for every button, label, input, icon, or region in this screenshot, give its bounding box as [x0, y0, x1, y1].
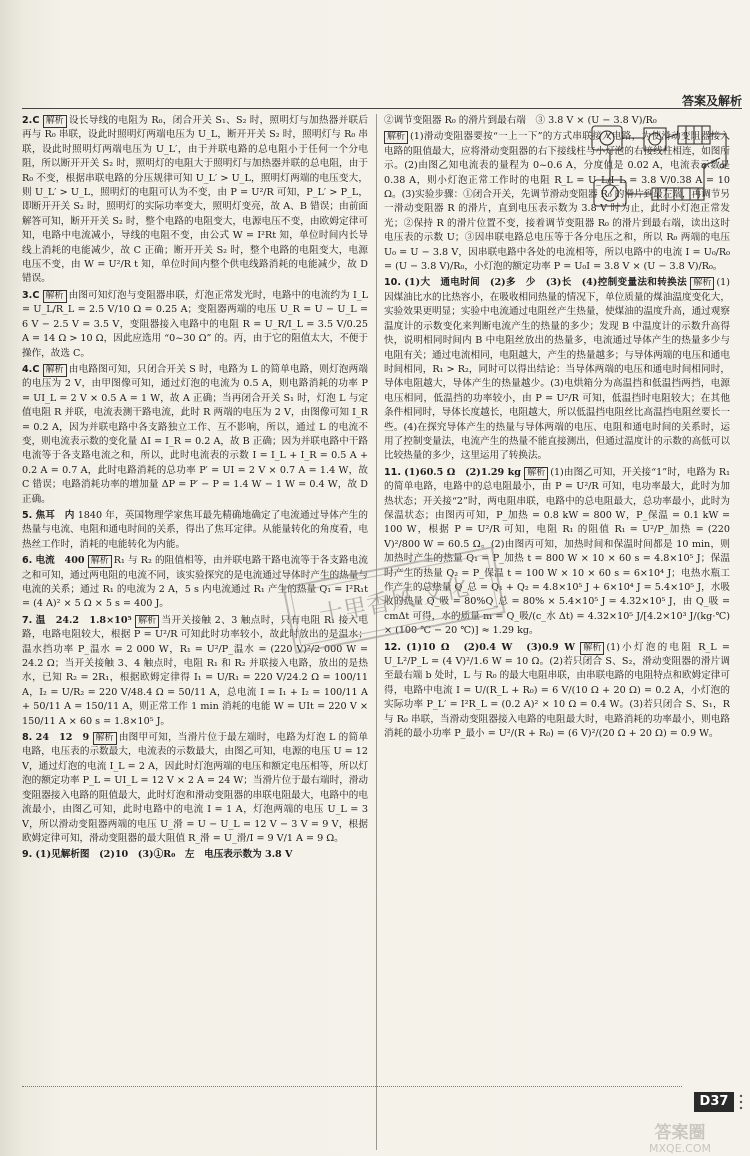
answer-paragraph — [22, 731, 368, 846]
answer-paragraph — [22, 509, 368, 552]
svg-text:MXQE.COM: MXQE.COM — [649, 1142, 711, 1155]
answer-entry — [22, 731, 368, 846]
question-number: 12. — [384, 641, 401, 653]
question-number: 10. — [384, 277, 401, 289]
explanation-text: (1)由图乙可知，开关接“1”时，电路为 R₁ 的简单电路，电路中的总电阻最小，由 P = U²/R 可知，电功率最大，此时为加热状态；开关接“2”时，两电阻串联，电路中的总电阻最大，总功率最小，此时为保温状态；由图丙可知，P_加热 = 0.8 kW = 800 W，P_保温 = 0.1 kW = 100 W，根据 P = U²/R 可知，电阻 R₁ 的阻值 R₁ = U²/P_加热 = (220 V)²/800 W = 60.5 Ω。(2)由图丙可知，加热时间和保温时间都是 10 min，则加热时产生的热量 Q₁ = P_加热 t = 800 W × 10 × 60 s = 4.8×10⁵ J；保温时产生的热量 Q₂ = P_保温 t = 100 W × 10 × 60 s = 6×10⁴ J；电热水瓶工作产生的总热量 Q_总 = Q₁ + Q₂ = 4.8×10⁵ J + 6×10⁴ J = 5.4×10⁵ J，水吸收的热量 Q_吸 = 80%Q_总 = 80% × 5.4×10⁵ J = 4.32×10⁵ J，由 Q_吸 = cmΔt 可得，水的质量 m = Q_吸/(c_水 Δt) = 4.32×10⁵ J/[4.2×10³ J/(kg·℃) × (100 ℃ − 20 ℃)] ≈ 1.29 kg。 — [384, 466, 730, 637]
explanation-text: 1840 年，英国物理学家焦耳最先精确地确定了电流通过导体产生的热量与电流、电阻和通电时间的关系，得出了焦耳定律。从能量转化的角度看，电热丝工作时，消耗的电能转化为内能。 — [22, 509, 368, 550]
analysis-tag: 解析 — [690, 277, 714, 290]
explanation-text: 当开关接触 2、3 触点时，只有电阻 R₁ 接入电路，电路电阻较大，根据 P = U²/R 可知此时功率较小，故此时放出的是温水；温水挡功率 P_温水 = 2 000 W，R₁ = U²/P_温水 = (220 V)²/2 000 W = 24.2 Ω；当开关接触 3、4 触点时，电阻 R₁ 和 R₂ 并联接入电路，放出的是热水，已知 R₂ = 2R₁，根据欧姆定律得 I₁ = U/R₁ = 220 V/24.2 Ω = 100/11 A，I₂ = U/R₂ = 220 V/48.4 Ω = 50/11 A，总电流 I = I₁ + I₂ = 100/11 A + 50/11 A = 150/11 A，则正常工作 1 min 消耗的电能 W = UIt = 220 V × 150/11 A × 60 s = 1.8×10⁵ J。 — [22, 614, 368, 727]
question-number: 5. — [22, 509, 33, 521]
analysis-tag: 解析 — [524, 467, 548, 480]
analysis-tag: 解析 — [93, 732, 117, 745]
answer-entry — [384, 641, 730, 742]
explanation-text: R₁ 与 R₂ 的阻值相等，由并联电路干路电流等于各支路电流之和可知，通过两电阻的电流不同，该实验探究的是电流通过导体时产生的热量与电流的关系；通过 R₁ 的电流为 2 A，5 s 内电流通过 R₁ 产生的热量 Q₁ = I²R₁t = (4 A)² × 5 Ω × 5 s = 400 J。 — [22, 555, 368, 610]
answer-paragraph — [22, 848, 368, 862]
explanation-text: (1)因煤油比水的比热容小，在吸收相同热量的情况下，单位质量的煤油温度变化大，实验效果更明显；实验中电流通过电阻丝产生热量，使煤油的温度升高，通过观察温度计的示数变化来判断电流产生的热量的多少；发现 B 中温度计的示数升高得快，说明相同时间内 B 中电阻丝放出的热量多，电流通过导体产生的热量多少与电阻有关；通过电流相同，电阻越大，产生的热量越多；与导体两端的电压和通电时间相同，R₁ > R₂，同时可以得出结论：当导体两端的电压和通电时间相同时，导体电阻越大，导体产生的热量越少。(3)电烘箱分为高温挡和低温挡两挡，电源电压相同，低温挡的功率较小，由 P = U²/R 可知，低温挡时电阻较大；在其他条件相同时，导体长度越长，电阻越大，所以低温挡电阻丝比高温挡电阻丝要长一些。(4)在探究导体产生的热量与导体两端的电压、电阻和通电时间的关系时，运用了控制变量法，电流产生的热量不能直接测出，但通过温度计的示数的高低可以比较热量的多少，这里运用了转换法。 — [384, 277, 730, 462]
circuit-diagram — [586, 118, 732, 226]
answer-entry — [22, 509, 368, 552]
question-number: 6. — [22, 555, 33, 567]
explanation-text: (1)小灯泡的电阻 R_L = U_L²/P_L = (4 V)²/1.6 W = 10 Ω。(2)若只闭合 S、S₂，滑动变阻器的滑片调至最右端 b 处时，L 与 R₀ 的最大电阻串联，由串联电路的电阻特点和欧姆定律可得，电路中电流 I = U/(R_L + R₀) = 6 V/(10 Ω + 20 Ω) = 0.2 A，小灯泡的实际功率 P_L′ = I²R_L = (0.2 A)² × 10 Ω = 0.4 W。(3)若只闭合 S、S₁，R 与 R₀ 串联，当滑动变阻器接入电路的电阻最大时，电路消耗的功率最小，则电路消耗的最小功率 P_最小 = U²/(R + R₀) = (6 V)²/(20 Ω + 20 Ω) = 0.9 W。 — [384, 641, 730, 740]
question-number: 8. — [22, 732, 33, 744]
switch-icon — [704, 158, 720, 166]
answer-text: 温 24.2 1.8×10⁵ — [35, 614, 132, 626]
answer-entry — [384, 276, 730, 463]
question-number: 2.C — [22, 115, 40, 126]
analysis-tag: 解析 — [580, 642, 604, 655]
explanation-text: 由图可知灯泡与变阻器串联，灯泡正常发光时，电路中的电流约为 I_L = U_L/R_L = 2.5 V/10 Ω = 0.25 A；变阻器两端的电压 U_R = U − U_L = 6 V − 2.5 V = 3.5 V，变阻器接入电路中的电阻 R = U_R/I_L = 3.5 V/0.25 A = 14 Ω > 10 Ω，因此应选用 “0~30 Ω” 的。丙，由于它的阻值太大，不便于操作，故选 C。 — [22, 289, 368, 359]
answer-text: (1)60.5 Ω (2)1.29 kg — [404, 466, 522, 478]
analysis-tag: 解析 — [88, 555, 112, 568]
analysis-tag: 解析 — [43, 290, 67, 303]
header-label: 答案及解析 — [681, 94, 742, 108]
answer-text: (1)见解析图 (2)10 (3)①R₀ 左 电压表示数为 3.8 V — [35, 849, 293, 861]
question-number: 11. — [384, 466, 401, 478]
question-number: 3.C — [22, 289, 40, 301]
analysis-tag: 解析 — [135, 615, 159, 628]
explanation-text: 由电路图可知，只闭合开关 S 时，电路为 L 的简单电路，则灯泡两端的电压为 2 V，由甲图像可知，通过灯泡的电流为 0.5 A，则电路消耗的功率 P = UI_L = 2 V × 0.5 A = 1 W，故 A 正确；当再闭合开关 S₁ 时，灯泡 L 与定值电阻 R 并联，电流表测干路电流，此时 R 两端的电压为 2 V，由图像可知 I_R = 0.2 A，因为并联电路中各支路独立工作、互不影响，所以，通过 L 的电流不变，则电流表示数的变化量 ΔI = I_R = 0.2 A，故 B 正确；因为并联电路中干路电流等于各支路电流之和，所以，此时电流表的示数 I = I_L + I_R = 0.5 A + 0.2 A = 0.7 A，此时电路消耗的总功率 P′ = UI = 2 V × 0.7 A = 1.4 W，故 C 错误；电路消耗功率的增加量 ΔP = P′ − P = 1.4 W − 1 W = 0.4 W，故 D 正确。 — [22, 363, 368, 505]
svg-text:答案圈: 答案圈 — [654, 1123, 706, 1143]
answer-entry — [22, 848, 368, 862]
answer-entry — [22, 114, 368, 287]
answer-text: 电流 400 — [35, 555, 85, 567]
watermark-logo — [612, 1118, 748, 1156]
bottom-rule — [22, 1086, 682, 1087]
svg-text:十里香风 文化: 十里香风 文化 — [317, 572, 472, 630]
rheostat-icon — [652, 188, 704, 200]
question-number: 4.C — [22, 363, 40, 375]
page-dots — [738, 1092, 748, 1112]
answer-text: 焦耳 内 — [35, 509, 75, 521]
answer-paragraph — [22, 289, 368, 361]
left-column — [22, 114, 368, 1036]
question-number: 7. — [22, 614, 33, 626]
analysis-tag: 解析 — [384, 131, 408, 144]
header-rule — [22, 108, 742, 109]
explanation-text: 设长导线的电阻为 R₀，闭合开关 S₁、S₂ 时，照明灯与加热器并联后再与 R₀ 串联，设此时照明灯两端电压为 U_L，断开开关 S₂ 时，照明灯与 R₀ 串联，设此时照明灯两端电压为 U_L′，由于并联电路的总电阻小于任何一个分电阻，所以断开开关 S₂ 时，照明灯的电阻大于照明灯与加热器并联的总电阻，由于 R₀ 不变，根据串联电路的分压规律可知 U_L′ > U_L，照明灯两端的电压变大，则 U_L′ > U_L，照明灯的电阻可认为不变，由 P = U²/R 可知，P_L′ > P_L，即断开开关 S₂ 时，照明灯的实际功率变大，照明灯变亮，故 A、B 错误；由前面解答可知，断开开关 S₂ 时，整个电路的电阻变大，电源电压不变，由欧姆定律可知，电路中电流减小，导线的电阻不变，由公式 W = I²Rt 知，单位时间内长导线上消耗的电能减少，故 C 正确；断开开关 S₂ 时，整个电路的电阻变大，电源电压不变，由 W = U²/R t 知，单位时间内整个供电线路消耗的电能减少，故 D 错误。 — [22, 115, 368, 285]
answer-text: 24 12 9 — [35, 732, 90, 744]
question-number: 9. — [22, 849, 33, 861]
answer-entry — [22, 363, 368, 507]
analysis-tag: 解析 — [43, 364, 67, 377]
explanation-text: 由图甲可知，当滑片位于最左端时，电路为灯泡 L 的简单电路，电压表的示数最大，电流表的示数最大，由图乙可知，电源的电压 U = 12 V，通过灯泡的电流 I_L = 2 A，因此时灯泡两端的电压和额定电压相等，所以灯泡的额定功率 P_L = UI_L = 12 V × 2 A = 24 W；当滑片位于最右端时，滑动变阻器接入电路的阻值最大，此时灯泡和滑动变阻器的串联电阻最大，电路中的电流最小，由图乙可知，此时电路中的电流 I = 1 A，灯泡两端的电压 U_L = 3 V，所以滑动变阻器两端的电压 U_滑 = U − U_L = 12 V − 3 V = 9 V，根据欧姆定律可知，滑动变阻器的最大阻值 R_滑 = U_滑/I = 9 V/1 A = 9 Ω。 — [22, 732, 368, 844]
answer-text: (1)10 Ω (2)0.4 W (3)0.9 W — [406, 641, 576, 653]
page-number: D37 — [694, 1092, 734, 1112]
answer-text: (1)大 通电时间 (2)多 少 (3)长 (4)控制变量法和转换法 — [404, 277, 687, 289]
answer-paragraph — [384, 641, 730, 742]
analysis-tag: 解析 — [43, 115, 67, 128]
bulb-icon — [644, 128, 666, 150]
answer-entry — [22, 289, 368, 361]
answer-paragraph — [22, 363, 368, 507]
answer-paragraph — [22, 114, 368, 287]
explanation-text: (1)滑动变阻器要按“一上一下”的方式串联接入电路，为使滑动变阻器接入电路的阻值最大，应将滑动变阻器的右下接线柱与小灯泡的右接线柱相连，如图所示。(2)由图乙知电流表的量程为 0~0.6 A，分度值是 0.02 A，电流表示数是 0.38 A，则小灯泡正常工作时的电阻 R_L = U_L/I_L = 3.8 V/0.38 A = 10 Ω。(3)实验步骤：①闭合开关，先调节滑动变阻器 R₀ 的滑片到最左端，再调节另一滑动变阻器 R 的滑片，直到电压表示数为 3.8 V 时为止，此时小灯泡正常发光；②保持 R 的滑片位置不变，接着调节变阻器 R₀ 的滑片到最右端，读出这时电压表的示数 U；③因串联电路总电压等于各分电压之和，所以 R₀ 两端的电压 U₀ = U − 3.8 V，因串联电路中各处的电流相等，所以电路中的电流 I = U₀/R₀ = (U − 3.8 V)/R₀，小灯泡的额定功率 P = U₀I = 3.8 V × (U − 3.8 V)/R₀。 — [384, 131, 730, 273]
explanation-text: ②调节变阻器 R₀ 的滑片到最右端 ③ 3.8 V × (U − 3.8 V)/R₀ — [384, 115, 657, 126]
answer-paragraph — [384, 276, 730, 463]
